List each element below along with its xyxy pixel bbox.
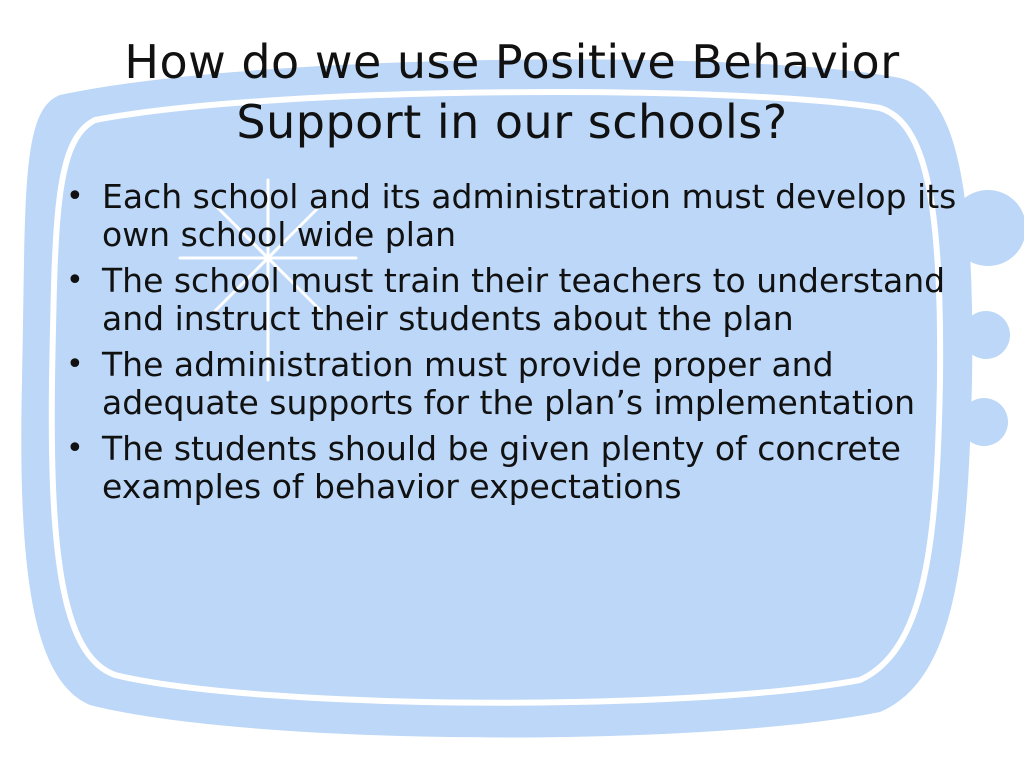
title-line-2: Support in our schools? xyxy=(236,95,788,149)
bullet-item xyxy=(60,262,960,338)
bullet-text: The students should be given plenty of concrete examples of behavior expectations xyxy=(102,429,901,506)
bullet-text: The school must train their teachers to understand and instruct their students about the plan xyxy=(102,261,946,338)
bullet-item xyxy=(60,346,960,422)
title-line-1: How do we use Positive Behavior xyxy=(124,35,900,89)
bullet-text: Each school and its administration must develop its own school wide plan xyxy=(102,177,957,254)
decor-circle-small xyxy=(960,398,1008,446)
bullet-dot-icon: • xyxy=(66,347,84,382)
bullet-dot-icon: • xyxy=(66,179,84,214)
bullet-item xyxy=(60,430,960,506)
bullet-dot-icon: • xyxy=(66,263,84,298)
bullet-list xyxy=(60,178,960,514)
bullet-text: The administration must provide proper and adequate supports for the plan’s implementation xyxy=(102,345,916,422)
decor-circle-medium xyxy=(962,311,1010,359)
decor-circle-large xyxy=(950,190,1024,266)
slide-title xyxy=(30,32,994,152)
bullet-item xyxy=(60,178,960,254)
bullet-dot-icon: • xyxy=(66,431,84,466)
